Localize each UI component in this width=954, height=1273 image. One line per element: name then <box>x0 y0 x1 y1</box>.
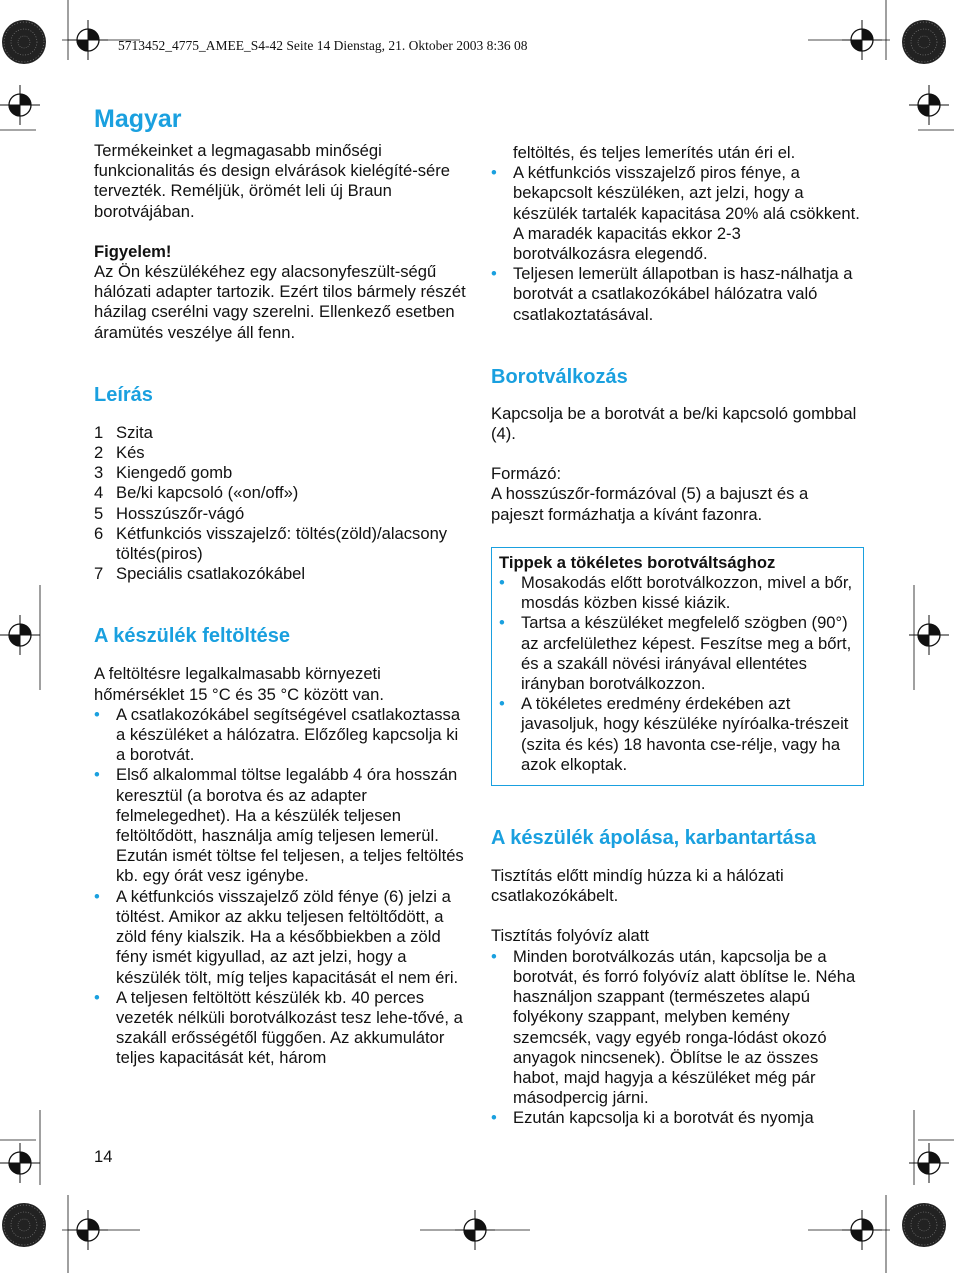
intro-text: Termékeinket a legmagasabb minőségi funkcionalitás és design elvárások kielégíté-sére tervezték. Reméljük, örömét leli új Braun borotvájában. <box>94 141 451 221</box>
list-item <box>94 423 466 443</box>
tips-list <box>499 573 855 775</box>
list-item <box>94 504 466 524</box>
care-heading: A készülék ápolása, karbantartása <box>491 827 816 850</box>
warning-heading: Figyelem! <box>94 241 172 261</box>
item-number: 6 <box>94 523 104 543</box>
page-number: 14 <box>94 1147 113 1166</box>
left-column <box>94 104 466 1069</box>
item-number: 2 <box>94 443 104 463</box>
right-column <box>491 143 861 1129</box>
print-header: 5713452_4775_AMEE_S4-42 Seite 14 Dienstag, 21. Oktober 2003 8:36 08 <box>118 38 528 53</box>
charging-heading: A készülék feltöltése <box>94 625 291 648</box>
registration-star-icon <box>2 20 46 64</box>
list-item: • A kétfunkciós visszajelző piros fénye, a bekapcsolt készüléken, azt jelzi, hogy a készülék tartalék kapacitása 20% alá csökkent. A maradék kapacitás ekkor 2-3 borotválkozásra elegendő. <box>491 163 861 264</box>
care-list <box>491 947 861 1129</box>
trimmer-text: A hosszúszőr-formázóval (5) a bajuszt és a pajeszt formázhatja a kívánt fazonra. <box>491 484 809 524</box>
item-text: Kétfunkciós visszajelző: töltés(zöld)/alacsony töltés(piros) <box>116 523 448 564</box>
item-text: Szita <box>116 422 153 442</box>
list-item: • Teljesen lemerült állapotban is hasz-nálhatja a borotvát a csatlakozókábel hálózatra való csatlakoztatásával. <box>491 264 861 325</box>
care-subheading: Tisztítás folyóvíz alatt <box>491 926 649 946</box>
registration-star-icon <box>2 1203 46 1247</box>
registration-star-icon <box>902 20 946 64</box>
warning-text: Az Ön készülékéhez egy alacsonyfeszült-ségű hálózati adapter tartozik. Ezért tilos bármely részét házilag cserélni vagy szerelni. Ellenkező esetben áramütés veszélye áll fenn. <box>94 262 466 342</box>
list-item: • A csatlakozókábel segítségével csatlakoztassa a készüléket a hálózatra. Előzőleg kapcsolja ki a borotvát. <box>94 705 466 766</box>
list-item: • Első alkalommal töltse legalább 4 óra hosszán keresztül (a borotva és az adapter felmelegedhet). Ha a készülék teljesen feltöltődött, használja amíg teljesen lemerül. Ezután ismét töltse fel teljesen, a teljes feltöltés kb. egy órát vesz igénybe. <box>94 765 466 886</box>
tips-heading: Tippek a tökéletes borotváltsághoz <box>499 552 776 572</box>
page-title: Magyar <box>94 105 182 133</box>
charging-list-continued <box>491 163 861 325</box>
list-item <box>94 524 466 564</box>
charging-continuation: feltöltés, és teljes lemerítés után éri el. <box>513 143 796 162</box>
charging-intro: A feltöltésre legalkalmasabb környezeti hőmérséklet 15 °C és 35 °C között van. <box>94 664 384 704</box>
registration-star-icon <box>902 1203 946 1247</box>
list-item: • A tökéletes eredmény érdekében azt javasoljuk, hogy készüléke nyíróalka-trészeit (szita és kés) 18 havonta cse-rélje, vagy ha azok elkoptak. <box>499 694 855 775</box>
list-item: • A teljesen feltöltött készülék kb. 40 perces vezeték nélküli borotválkozást tesz lehe-tővé, a szakáll erősségétől függően. Az akkumulátor teljes kapacitását két, három <box>94 988 466 1069</box>
item-text: Kés <box>116 443 145 463</box>
shaving-text: Kapcsolja be a borotvát a be/ki kapcsoló gombbal (4). <box>491 403 857 444</box>
item-text: Kiengedő gomb <box>116 463 233 483</box>
list-item <box>94 443 466 463</box>
item-number: 1 <box>94 422 104 442</box>
list-item: • Ezután kapcsolja ki a borotvát és nyomja <box>491 1108 861 1128</box>
description-heading: Leírás <box>94 383 153 406</box>
item-number: 7 <box>94 564 104 584</box>
list-item: • Tartsa a készüléket megfelelő szögben (90°) az arcfelülethez képest. Feszítse meg a bőrt, és a szakáll növési irányával ellentétes irányban borotválkozzon. <box>499 613 855 694</box>
trimmer-label: Formázó: <box>491 464 562 484</box>
list-item <box>94 463 466 483</box>
list-item: • A kétfunkciós visszajelző zöld fénye (6) jelzi a töltést. Amikor az akku teljesen feltöltődött, a zöld fény kialszik. Ha a későbbiekben a zöld fény ismét kigyullad, az azt jelzi, hogy a készülék tölt, míg teljes kapacitását el nem éri. <box>94 887 466 988</box>
item-number: 4 <box>94 483 104 503</box>
parts-list <box>94 423 466 585</box>
item-number: 3 <box>94 463 104 483</box>
item-number: 5 <box>94 503 104 523</box>
charging-list <box>94 705 466 1069</box>
care-intro: Tisztítás előtt mindíg húzza ki a hálózati csatlakozókábelt. <box>491 866 784 906</box>
tips-box <box>491 547 864 786</box>
list-item <box>94 564 466 584</box>
list-item: • Mosakodás előtt borotválkozzon, mivel a bőr, mosdás közben kissé kiázik. <box>499 573 855 613</box>
list-item <box>94 483 466 503</box>
item-text: Speciális csatlakozókábel <box>116 564 306 584</box>
shaving-heading: Borotválkozás <box>491 365 628 388</box>
item-text: Hosszúszőr-vágó <box>116 503 245 523</box>
item-text: Be/ki kapcsoló («on/off») <box>116 483 299 503</box>
list-item: • Minden borotválkozás után, kapcsolja be a borotvát, és forró folyóvíz alatt öblítse le. Néha használjon szappant (természetes alapú folyékony szappant, melyben kemény szemcsék, vagy egyéb ronga-lódást okozó anyagok nincsenek). Öblítse le az összes habot, majd hagyja a készüléket még pár másodpercig járni. <box>491 947 861 1109</box>
